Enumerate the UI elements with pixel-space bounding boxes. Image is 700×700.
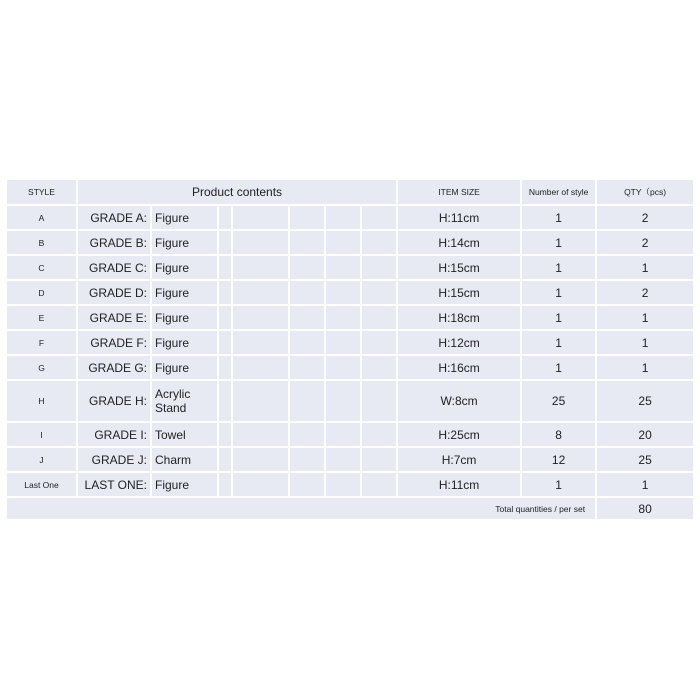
empty-cell — [326, 448, 362, 473]
empty-cell — [362, 281, 398, 306]
size-cell: H:15cm — [398, 281, 522, 306]
empty-cell — [326, 256, 362, 281]
num-style-cell: 1 — [522, 473, 597, 498]
size-cell: H:14cm — [398, 231, 522, 256]
empty-cell — [233, 381, 290, 423]
empty-cell — [290, 306, 326, 331]
num-style-cell: 1 — [522, 256, 597, 281]
table-row — [7, 306, 693, 331]
table-row — [7, 256, 693, 281]
empty-cell — [326, 381, 362, 423]
qty-cell: 1 — [597, 473, 693, 498]
empty-cell — [362, 473, 398, 498]
empty-cell — [233, 206, 290, 231]
num-style-cell: 1 — [522, 356, 597, 381]
qty-cell: 2 — [597, 231, 693, 256]
style-cell: A — [7, 206, 78, 231]
empty-cell — [326, 206, 362, 231]
content-cell: Towel — [152, 423, 219, 448]
empty-cell — [219, 423, 233, 448]
empty-cell — [326, 281, 362, 306]
empty-cell — [326, 423, 362, 448]
style-cell: E — [7, 306, 78, 331]
num-style-cell: 1 — [522, 231, 597, 256]
style-cell: C — [7, 256, 78, 281]
grade-cell: GRADE A: — [78, 206, 152, 231]
empty-cell — [362, 423, 398, 448]
empty-cell — [233, 231, 290, 256]
qty-cell: 20 — [597, 423, 693, 448]
style-cell: D — [7, 281, 78, 306]
empty-cell — [362, 306, 398, 331]
content-cell: Figure — [152, 206, 219, 231]
size-cell: H:12cm — [398, 331, 522, 356]
empty-cell — [326, 306, 362, 331]
empty-cell — [362, 231, 398, 256]
grade-cell: LAST ONE: — [78, 473, 152, 498]
grade-cell: GRADE E: — [78, 306, 152, 331]
content-cell: Charm — [152, 448, 219, 473]
empty-cell — [290, 206, 326, 231]
empty-cell — [290, 256, 326, 281]
empty-cell — [362, 206, 398, 231]
grade-cell: GRADE I: — [78, 423, 152, 448]
table-header-row — [7, 180, 693, 206]
table-row — [7, 448, 693, 473]
total-label: Total quantities / per set — [7, 498, 597, 521]
qty-cell: 1 — [597, 256, 693, 281]
empty-cell — [326, 331, 362, 356]
product-table — [7, 180, 693, 521]
empty-cell — [219, 231, 233, 256]
empty-cell — [290, 381, 326, 423]
empty-cell — [219, 381, 233, 423]
product-table-container — [7, 180, 693, 521]
empty-cell — [290, 331, 326, 356]
header-product-contents: Product contents — [78, 180, 398, 206]
size-cell: H:18cm — [398, 306, 522, 331]
size-cell: H:15cm — [398, 256, 522, 281]
empty-cell — [290, 281, 326, 306]
empty-cell — [326, 356, 362, 381]
style-cell: F — [7, 331, 78, 356]
empty-cell — [290, 473, 326, 498]
empty-cell — [290, 231, 326, 256]
qty-cell: 2 — [597, 281, 693, 306]
style-cell: J — [7, 448, 78, 473]
content-cell: Figure — [152, 231, 219, 256]
empty-cell — [219, 331, 233, 356]
empty-cell — [290, 423, 326, 448]
table-row — [7, 331, 693, 356]
empty-cell — [233, 256, 290, 281]
empty-cell — [326, 473, 362, 498]
empty-cell — [219, 448, 233, 473]
qty-cell: 1 — [597, 331, 693, 356]
qty-cell: 25 — [597, 381, 693, 423]
size-cell: H:7cm — [398, 448, 522, 473]
total-value: 80 — [597, 498, 693, 521]
total-row — [7, 498, 693, 521]
qty-cell: 1 — [597, 306, 693, 331]
empty-cell — [362, 448, 398, 473]
table-row — [7, 231, 693, 256]
content-cell: Figure — [152, 356, 219, 381]
num-style-cell: 1 — [522, 281, 597, 306]
qty-cell: 25 — [597, 448, 693, 473]
num-style-cell: 1 — [522, 331, 597, 356]
empty-cell — [219, 256, 233, 281]
style-cell: G — [7, 356, 78, 381]
num-style-cell: 12 — [522, 448, 597, 473]
empty-cell — [233, 473, 290, 498]
header-item-size: ITEM SIZE — [398, 180, 522, 206]
size-cell: H:11cm — [398, 473, 522, 498]
qty-cell: 1 — [597, 356, 693, 381]
content-cell: Figure — [152, 473, 219, 498]
content-cell: Acrylic Stand — [152, 381, 219, 423]
size-cell: H:16cm — [398, 356, 522, 381]
table-row — [7, 281, 693, 306]
content-cell: Figure — [152, 306, 219, 331]
empty-cell — [290, 448, 326, 473]
table-row — [7, 381, 693, 423]
empty-cell — [233, 281, 290, 306]
qty-cell: 2 — [597, 206, 693, 231]
table-row — [7, 356, 693, 381]
empty-cell — [326, 231, 362, 256]
content-cell: Figure — [152, 256, 219, 281]
empty-cell — [290, 356, 326, 381]
size-cell: H:11cm — [398, 206, 522, 231]
header-qty: QTY（pcs) — [597, 180, 693, 206]
empty-cell — [219, 473, 233, 498]
empty-cell — [233, 306, 290, 331]
style-cell: B — [7, 231, 78, 256]
size-cell: W:8cm — [398, 381, 522, 423]
empty-cell — [362, 331, 398, 356]
empty-cell — [219, 306, 233, 331]
num-style-cell: 25 — [522, 381, 597, 423]
content-cell: Figure — [152, 281, 219, 306]
header-number-of-style: Number of style — [522, 180, 597, 206]
grade-cell: GRADE D: — [78, 281, 152, 306]
num-style-cell: 8 — [522, 423, 597, 448]
table-row — [7, 473, 693, 498]
grade-cell: GRADE G: — [78, 356, 152, 381]
grade-cell: GRADE F: — [78, 331, 152, 356]
table-row — [7, 206, 693, 231]
empty-cell — [219, 206, 233, 231]
num-style-cell: 1 — [522, 306, 597, 331]
style-cell: I — [7, 423, 78, 448]
empty-cell — [362, 356, 398, 381]
empty-cell — [362, 381, 398, 423]
grade-cell: GRADE C: — [78, 256, 152, 281]
empty-cell — [233, 356, 290, 381]
empty-cell — [233, 448, 290, 473]
empty-cell — [233, 331, 290, 356]
table-row — [7, 423, 693, 448]
style-cell: Last One — [7, 473, 78, 498]
size-cell: H:25cm — [398, 423, 522, 448]
content-cell: Figure — [152, 331, 219, 356]
empty-cell — [219, 356, 233, 381]
grade-cell: GRADE B: — [78, 231, 152, 256]
grade-cell: GRADE J: — [78, 448, 152, 473]
empty-cell — [219, 281, 233, 306]
num-style-cell: 1 — [522, 206, 597, 231]
empty-cell — [362, 256, 398, 281]
empty-cell — [233, 423, 290, 448]
header-style: STYLE — [7, 180, 78, 206]
grade-cell: GRADE H: — [78, 381, 152, 423]
style-cell: H — [7, 381, 78, 423]
